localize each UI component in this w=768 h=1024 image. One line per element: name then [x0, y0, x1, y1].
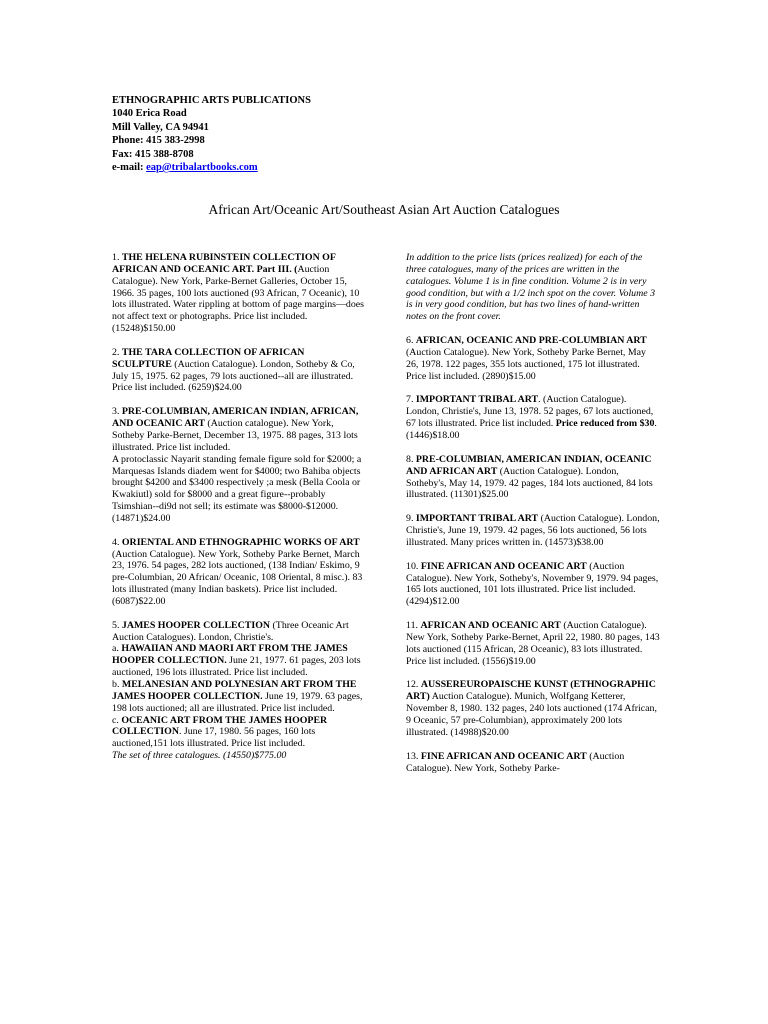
email-label: e-mail: [112, 162, 147, 174]
catalogue-entry-9 [406, 513, 660, 549]
subitem-title: HAWAIIAN AND MAORI ART FROM THE JAMES HOOPER COLLECTION. [112, 643, 348, 667]
entry-description: (Auction Catalogue). London, Sotheby & Co, July 15, 1975. 62 pages, 79 lots auctioned--all are illustrated. Price list included. (6259)$24.00 [112, 358, 355, 394]
entry-description: (Auction Catalogue). New York, Sotheby Parke-Bernet, April 22, 1980. 80 pages, 143 lots auctioned (115 African, 28 Oceanic), 83 lots illustrated. Price list included. (1556)$19.00 [406, 620, 660, 667]
entry-number: 10. [406, 560, 421, 572]
entry-price: . (1446)$18.00 [406, 418, 657, 441]
entry-title: AUSSEREUROPAISCHE KUNST (ETHNOGRAPHIC ART) [406, 679, 656, 703]
entry-title: PRE-COLUMBIAN, AMERICAN INDIAN, OCEANIC AND AFRICAN ART [406, 453, 652, 477]
catalogue-entry-4 [112, 537, 364, 608]
right-column [406, 252, 660, 786]
entry-text [112, 537, 364, 608]
entry-description: (Auction Catalogue). London, Sotheby's, May 14, 1979. 42 pages, 184 lots auctioned, 84 lots illustrated. (11301)$25.00 [406, 465, 653, 501]
entry-number: 4. [112, 536, 122, 548]
entry-title: THE TARA COLLECTION OF AFRICAN SCULPTURE [112, 346, 305, 370]
left-column [112, 252, 364, 774]
entry-text [406, 751, 660, 775]
catalogue-entry-12 [406, 679, 660, 738]
entry-title: JAMES HOOPER COLLECTION [121, 619, 271, 631]
entry-subitem-b [112, 679, 364, 715]
entry-subitem-c [112, 715, 364, 751]
entry-description: (Auction Catalogue). New York, Sotheby's, November 9, 1979. 94 pages, 165 lots auctioned, 101 lots illustrated. Price list included. (4294)$12.00 [406, 560, 659, 608]
entry-number: 2. [112, 346, 122, 358]
publisher-header [112, 94, 311, 174]
entry-description: . (Auction Catalogue). London, Christie's, June 13, 1978. 52 pages, 67 lots auctioned, 67 lots illustrated. Price list included. [406, 394, 654, 430]
entry-title: FINE AFRICAN AND OCEANIC ART [420, 560, 587, 572]
entry-text [406, 513, 660, 549]
entry-text [112, 620, 364, 644]
entry-title: AFRICAN AND OCEANIC ART [420, 620, 561, 632]
entry-number: 8. [406, 453, 416, 465]
entry-title: IMPORTANT TRIBAL ART [415, 513, 539, 525]
entry-number: 6. [406, 335, 416, 347]
entry-number: 5. [112, 619, 122, 631]
publisher-name: ETHNOGRAPHIC ARTS PUBLICATIONS [112, 95, 311, 106]
subitem-prefix: c. [112, 714, 122, 726]
subitem-description: June 21, 1977. 61 pages, 203 lots auctioned, 196 lots illustrated. Price list included. [112, 655, 361, 679]
entry-description: (Auction Catalogue). London, Christie's, June 19, 1979. 42 pages, 56 lots auctioned, 56 lots illustrated. Many prices written in. (14573)$38.00 [406, 513, 660, 548]
entry-text [406, 620, 660, 667]
catalogue-entry-11 [406, 620, 660, 667]
entry-subitem-a [112, 643, 364, 679]
subitem-prefix: a. [112, 643, 122, 655]
catalogue-entry-1 [112, 252, 364, 335]
entry-title: ORIENTAL AND ETHNOGRAPHIC WORKS OF ART [121, 536, 360, 548]
entry-description: Auction Catalogue). New York, Parke-Bernet Galleries, October 15, 1966. 35 pages, 100 lots auctioned (93 African, 7 Oceanic), 10 lots illustrated. Water rippling at bottom of page margins—does not affect text or photographs. Price list included. (15248)$150.00 [112, 263, 364, 335]
catalogue-entry-2 [112, 347, 364, 394]
entry-text [112, 252, 364, 335]
catalogue-entry-7 [406, 394, 660, 441]
entry-text [112, 406, 364, 453]
entry-text [406, 394, 660, 441]
entry-description: (Auction Catalogue). New York, Sotheby Parke Bernet, March 23, 1976. 54 pages, 282 lots auctioned, (138 Indian/ Eskimo, 9 pre-Columbian, 20 African/ Oceanic, 108 Oriental, 8 misc.). 83 lots illustrated (many Indian baskets). Price list included. (6087)$22.00 [112, 548, 363, 607]
subitem-title: OCEANIC ART FROM THE JAMES HOOPER COLLECTION [112, 714, 328, 738]
entry-text [112, 347, 364, 394]
page-title: African Art/Oceanic Art/Southeast Asian Art Auction Catalogues [208, 202, 560, 217]
catalogue-entry-13 [406, 751, 660, 775]
entry-title: AFRICAN, OCEANIC AND PRE-COLUMBIAN ART [415, 335, 647, 347]
subitem-description: June 19, 1979. 63 pages, 198 lots auctioned; all are illustrated. Price list included. [112, 690, 363, 714]
entry-title: IMPORTANT TRIBAL ART [415, 394, 539, 406]
entry-title: THE HELENA RUBINSTEIN COLLECTION OF AFRICAN AND OCEANIC ART. Part III. ( [112, 252, 336, 275]
entry-description: (Auction catalogue). New York, Sotheby Parke-Bernet, December 13, 1975. 88 pages, 313 lots illustrated. Price list included. [112, 418, 358, 453]
entry-note: A protoclassic Nayarit standing female figure sold for $2000; a Marquesas Islands diadem went for $4000; two Bahiba objects brought $4200 and $3400 respectively ;a mesk (Bella Coola or Kwakiutl) sold for $8000 and a great figure--probably Tsimshian--di9d not sell; its estimate was $8000-$12000. (14871)$24.00 [112, 453, 362, 524]
catalogue-entry-6 [406, 335, 660, 382]
email-link[interactable]: eap@tribalartbooks.com [146, 162, 258, 174]
catalogue-entry-5 [112, 620, 364, 762]
catalogue-entry-3 [112, 406, 364, 524]
address-line-2: Mill Valley, CA 94941 [112, 121, 209, 133]
entry-number: 11. [406, 620, 421, 632]
set-price: The set of three catalogues. (14550)$775.00 [112, 750, 287, 762]
fax-line: Fax: 415 388-8708 [112, 148, 194, 160]
price-reduced-note: Price reduced from $30 [555, 418, 655, 430]
entry-number: 7. [406, 394, 416, 406]
subitem-description: . June 17, 1980. 56 pages, 160 lots auctioned,151 lots illustrated. Price list included. [112, 726, 316, 750]
entry-title: PRE-COLUMBIAN, AMERICAN INDIAN, AFRICAN, AND OCEANIC ART [112, 406, 359, 430]
entry-title: FINE AFRICAN AND OCEANIC ART [420, 750, 587, 762]
catalogue-entry-8 [406, 454, 660, 501]
entry-number: 12. [406, 679, 421, 691]
subitem-title: MELANESIAN AND POLYNESIAN ART FROM THE JAMES HOOPER COLLECTION. [112, 679, 357, 702]
entry-number: 1. [112, 252, 122, 263]
entry-text [406, 679, 660, 738]
subitem-prefix: b. [112, 679, 122, 690]
address-line-1: 1040 Erica Road [112, 108, 187, 120]
entry-text [406, 561, 660, 608]
entry-description: (Three Oceanic Art Auction Catalogues). London, Christie's. [112, 619, 349, 643]
phone-line: Phone: 415 383-2998 [112, 135, 205, 147]
email-line [112, 161, 311, 174]
entry-description: Auction Catalogue). Munich, Wolfgang Ketterer, November 8, 1980. 132 pages, 240 lots auctioned (174 African, 9 Oceanic, 57 pre-Columbian), approximately 200 lots illustrated. (14988)$20.00 [406, 691, 657, 738]
entry-description: (Auction Catalogue). New York, Sotheby Parke- [406, 750, 625, 774]
hooper-note: In addition to the price lists (prices realized) for each of the three catalogues, many of the prices are written in the catalogues. Volume 1 is in fine condition. Volume 2 is in very good condition, but with a 1/2 inch spot on the cover. Volume 3 is in very good condition, but has two lines of hand-written notes on the front cover. [406, 252, 656, 323]
entry-number: 3. [112, 406, 122, 418]
entry-text [406, 454, 660, 501]
entry-number: 9. [406, 513, 416, 525]
catalogue-entry-10 [406, 561, 660, 608]
entry-text [406, 335, 660, 382]
entry-description: (Auction Catalogue). New York, Sotheby Parke Bernet, May 26, 1978. 122 pages, 355 lots auctioned, 175 lot illustrated. Price list included. (2890)$15.00 [406, 346, 646, 382]
entry-number: 13. [406, 750, 421, 762]
